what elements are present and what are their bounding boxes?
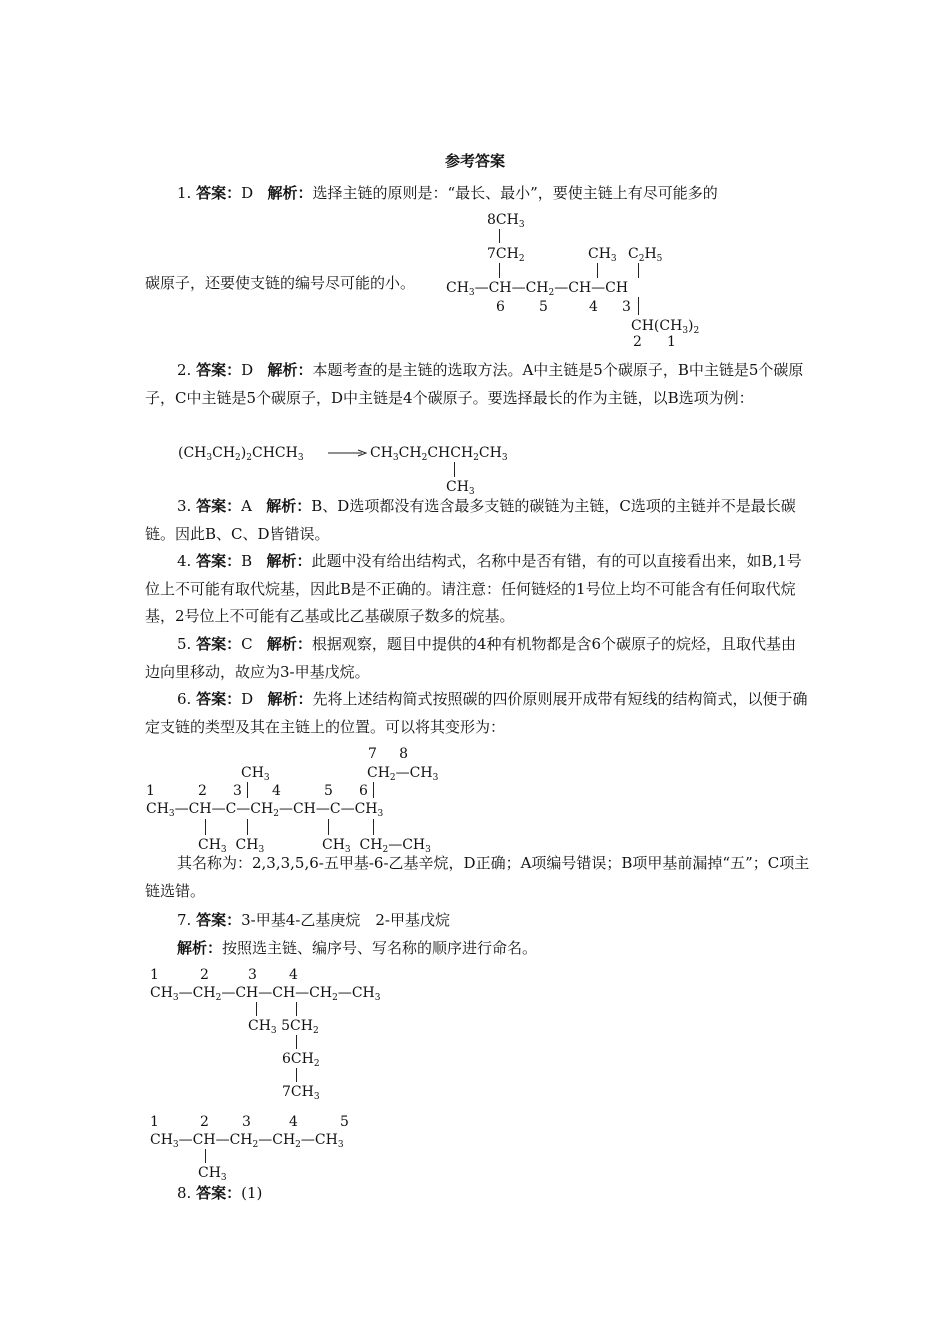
answer-6 bbox=[145, 686, 810, 741]
answer-label: 答案： bbox=[196, 552, 242, 570]
answer-label: 答案： bbox=[196, 184, 242, 202]
analysis-label: 解析： bbox=[266, 635, 312, 653]
q7-answer: 3-甲基4-乙基庚烷 2-甲基戊烷 bbox=[241, 911, 450, 929]
analysis-label: 解析： bbox=[267, 690, 313, 708]
q4-number: 4. bbox=[177, 552, 192, 570]
answer-7 bbox=[145, 907, 810, 935]
analysis-label: 解析： bbox=[177, 939, 223, 957]
q2-answer: D bbox=[241, 361, 254, 379]
q7-number: 7. bbox=[177, 911, 192, 929]
q1-answer: D bbox=[241, 184, 254, 202]
arrow-icon bbox=[328, 448, 368, 458]
q5-answer: C bbox=[241, 635, 253, 653]
analysis-label: 解析： bbox=[267, 184, 313, 202]
answer-label: 答案： bbox=[196, 690, 242, 708]
q8-answer: (1) bbox=[241, 1184, 263, 1202]
q4-answer: B bbox=[241, 552, 253, 570]
q7-analysis-line bbox=[145, 935, 810, 963]
answer-label: 答案： bbox=[196, 1184, 242, 1202]
q3-analysis: B、D选项都没有选含最多支链的碳链为主链，C选项的主链并不是最长碳链。因此B、C、D皆错误。 bbox=[145, 497, 796, 543]
answer-label: 答案： bbox=[196, 911, 242, 929]
answer-label: 答案： bbox=[196, 497, 242, 515]
page-title: 参考答案 bbox=[444, 152, 505, 170]
q7-analysis: 按照选主链、编序号、写名称的顺序进行命名。 bbox=[222, 939, 538, 957]
q1-number: 1. bbox=[177, 184, 192, 202]
q3-answer: A bbox=[241, 497, 252, 515]
answer-2 bbox=[145, 357, 810, 412]
q6-conclusion: 其名称为：2,3,3,5,6-五甲基-6-乙基辛烷，D正确；A项编号错误；B项甲基前漏掉“五”；C项主链选错。 bbox=[145, 854, 810, 900]
q1-analysis: 选择主链的原则是：“最长、最小”，要使主链上有尽可能多的 bbox=[312, 184, 718, 202]
q2-analysis: 本题考查的是主链的选取方法。A中主链是5个碳原子，B中主链是5个碳原子，C中主链是5个碳原子，D中主链是4个碳原子。要选择最长的作为主链，以B选项为例： bbox=[145, 361, 804, 407]
q4-analysis: 此题中没有给出结构式，名称中是否有错，有的可以直接看出来，如B,1号位上不可能有取代烷基，因此B是不正确的。请注意：任何链烃的1号位上均不可能含有任何取代烷基，2号位上不可能有乙基或比乙基碳原子数多的烷基。 bbox=[145, 552, 802, 625]
q3-number: 3. bbox=[177, 497, 192, 515]
answer-3 bbox=[145, 493, 810, 548]
q6-number: 6. bbox=[177, 690, 192, 708]
analysis-label: 解析： bbox=[267, 361, 313, 379]
analysis-label: 解析： bbox=[266, 497, 312, 515]
answer-5 bbox=[145, 631, 810, 686]
q1-analysis-cont: 碳原子，还要使支链的编号尽可能的小。 bbox=[145, 274, 416, 292]
q8-number: 8. bbox=[177, 1184, 192, 1202]
answer-label: 答案： bbox=[196, 635, 242, 653]
q5-analysis: 根据观察，题目中提供的4种有机物都是含6个碳原子的烷烃，且取代基由边向里移动，故应为3-甲基戊烷。 bbox=[145, 635, 797, 681]
q6-analysis: 先将上述结构简式按照碳的四价原则展开成带有短线的结构简式，以便于确定支链的类型及其在主链上的位置。可以将其变形为： bbox=[145, 690, 808, 736]
answer-8 bbox=[145, 1180, 810, 1208]
q5-number: 5. bbox=[177, 635, 192, 653]
q2-number: 2. bbox=[177, 361, 192, 379]
q6-answer: D bbox=[241, 690, 254, 708]
answer-1 bbox=[145, 180, 810, 208]
answer-label: 答案： bbox=[196, 361, 242, 379]
answer-4 bbox=[145, 548, 810, 631]
analysis-label: 解析： bbox=[266, 552, 312, 570]
